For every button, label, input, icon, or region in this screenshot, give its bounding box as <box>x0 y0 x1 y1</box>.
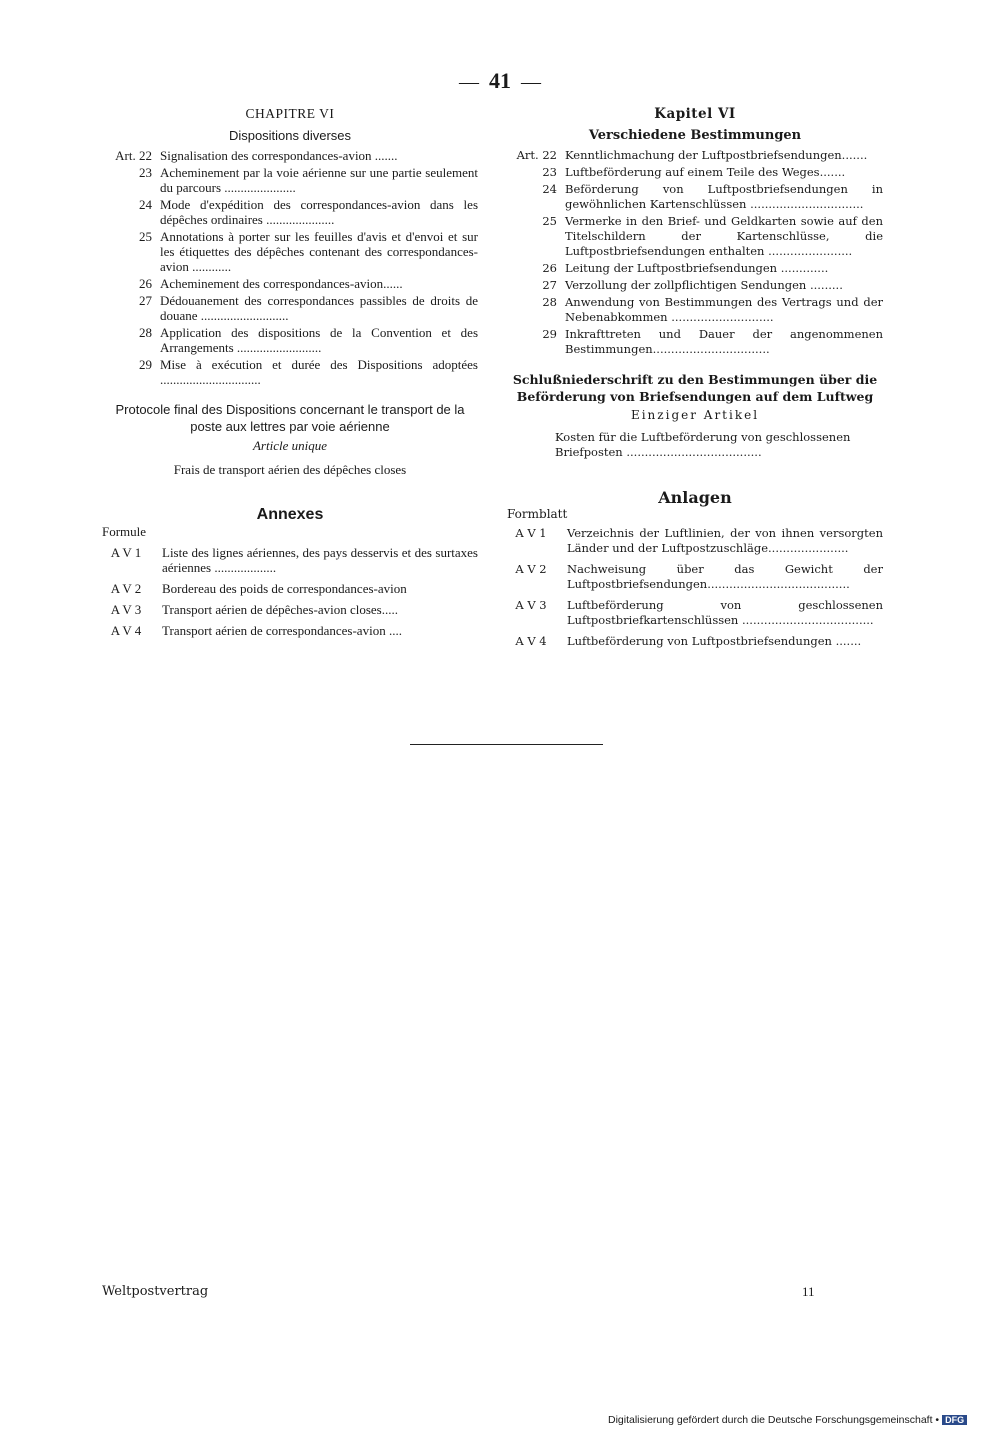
annexes-title: Anlagen <box>658 488 732 507</box>
article-unique: Einziger Artikel <box>630 408 760 422</box>
protocol-title: Protocole final des Dispositions concernant le transport de la poste aux lettres par voie aérienne <box>115 402 465 434</box>
german-column <box>507 100 883 655</box>
article-list <box>507 148 883 357</box>
list-item: A V 3 Luftbeförderung von geschlossenen Luftpostbriefkartenschlüssen .................................... <box>515 598 883 627</box>
list-item: 23 Acheminement par la voie aérienne sur une partie seulement du parcours ...................... <box>139 165 478 195</box>
formule-label: Formule <box>102 524 147 539</box>
list-item: A V 1 Verzeichnis der Luftlinien, der von ihnen versorgten Länder und der Luftpostzuschläge...................... <box>515 526 883 555</box>
formule-label: Formblatt <box>507 507 568 521</box>
list-item: A V 4 Luftbeförderung von Luftpostbriefsendungen ....... <box>515 634 862 648</box>
list-item: 26 Acheminement des correspondances-avion...... <box>139 276 403 291</box>
article-list <box>102 148 478 387</box>
annex-list <box>507 526 883 649</box>
list-item: 24 Beförderung von Luftpostbriefsendungen in gewöhnlichen Kartenschlüssen ............................... <box>542 182 883 211</box>
french-column <box>102 100 478 644</box>
frais-line: Frais de transport aérien des dépêches closes <box>173 462 407 477</box>
footer-sheet-number: 11 <box>802 1284 815 1299</box>
list-item: A V 2 Bordereau des poids de correspondances-avion <box>110 581 407 596</box>
chapter-subtitle: Dispositions diverses <box>228 128 352 143</box>
list-item: Art. 22 Kenntlichmachung der Luftpostbriefsendungen....... <box>516 148 868 162</box>
list-item: 24 Mode d'expédition des correspondances-avion dans les dépêches ordinaires ..................... <box>139 197 478 227</box>
annex-list <box>102 545 478 638</box>
chapter-title: CHAPITRE VI <box>245 106 335 121</box>
section-divider <box>410 744 603 745</box>
dfg-logo: DFG <box>942 1415 967 1425</box>
list-item: 26 Leitung der Luftpostbriefsendungen ............. <box>542 261 829 275</box>
list-item: 23 Luftbeförderung auf einem Teile des Weges....... <box>542 165 846 179</box>
list-item: 25 Annotations à porter sur les feuilles d'avis et d'envoi et sur les étiquettes des dépêches contenant des correspondances-avion ............ <box>139 229 478 274</box>
chapter-subtitle: Verschiedene Bestimmungen <box>588 128 802 143</box>
list-item: A V 2 Nachweisung über das Gewicht der Luftpostbriefsendungen....................................... <box>515 562 883 591</box>
list-item: A V 4 Transport aérien de correspondances-avion .... <box>110 623 402 638</box>
list-item: A V 1 Liste des lignes aériennes, des pays desservis et des surtaxes aériennes ................... <box>110 545 478 575</box>
chapter-title: Kapitel VI <box>654 106 736 122</box>
list-item: 27 Dédouanement des correspondances passibles de droits de douane ........................... <box>139 293 478 323</box>
list-item: 29 Inkrafttreten und Dauer der angenommenen Bestimmungen................................ <box>542 327 883 356</box>
frais-line: Kosten für die Luftbeförderung von geschlossenen Briefposten ..................................... <box>555 430 851 459</box>
annexes-title: Annexes <box>256 506 324 523</box>
list-item: 28 Application des dispositions de la Convention et des Arrangements .......................... <box>139 325 478 355</box>
page-number: — 41 — <box>459 68 541 93</box>
digitization-credit <box>608 1414 967 1426</box>
list-item: A V 3 Transport aérien de dépêches-avion closes..... <box>110 602 398 617</box>
credit-text: Digitalisierung gefördert durch die Deutsche Forschungsgemeinschaft • <box>608 1414 940 1426</box>
list-item: 29 Mise à exécution et durée des Dispositions adoptées ............................... <box>139 357 478 387</box>
list-item: 28 Anwendung von Bestimmungen des Vertrags und der Nebenabkommen ............................ <box>542 295 883 324</box>
list-item: 27 Verzollung der zollpflichtigen Sendungen ......... <box>542 278 843 292</box>
article-unique: Article unique <box>252 438 327 453</box>
list-item: 25 Vermerke in den Brief- und Geldkarten sowie auf den Titelschildern der Kartenschlüsse, die Luftpostbriefsendungen enthalten ....................... <box>542 214 883 258</box>
protocol-title: Schlußniederschrift zu den Bestimmungen über die Beförderung von Briefsendungen auf dem Luftweg <box>512 372 878 404</box>
footer-signature: Weltpostvertrag <box>102 1284 209 1299</box>
list-item: Art. 22 Signalisation des correspondances-avion ....... <box>115 148 398 163</box>
